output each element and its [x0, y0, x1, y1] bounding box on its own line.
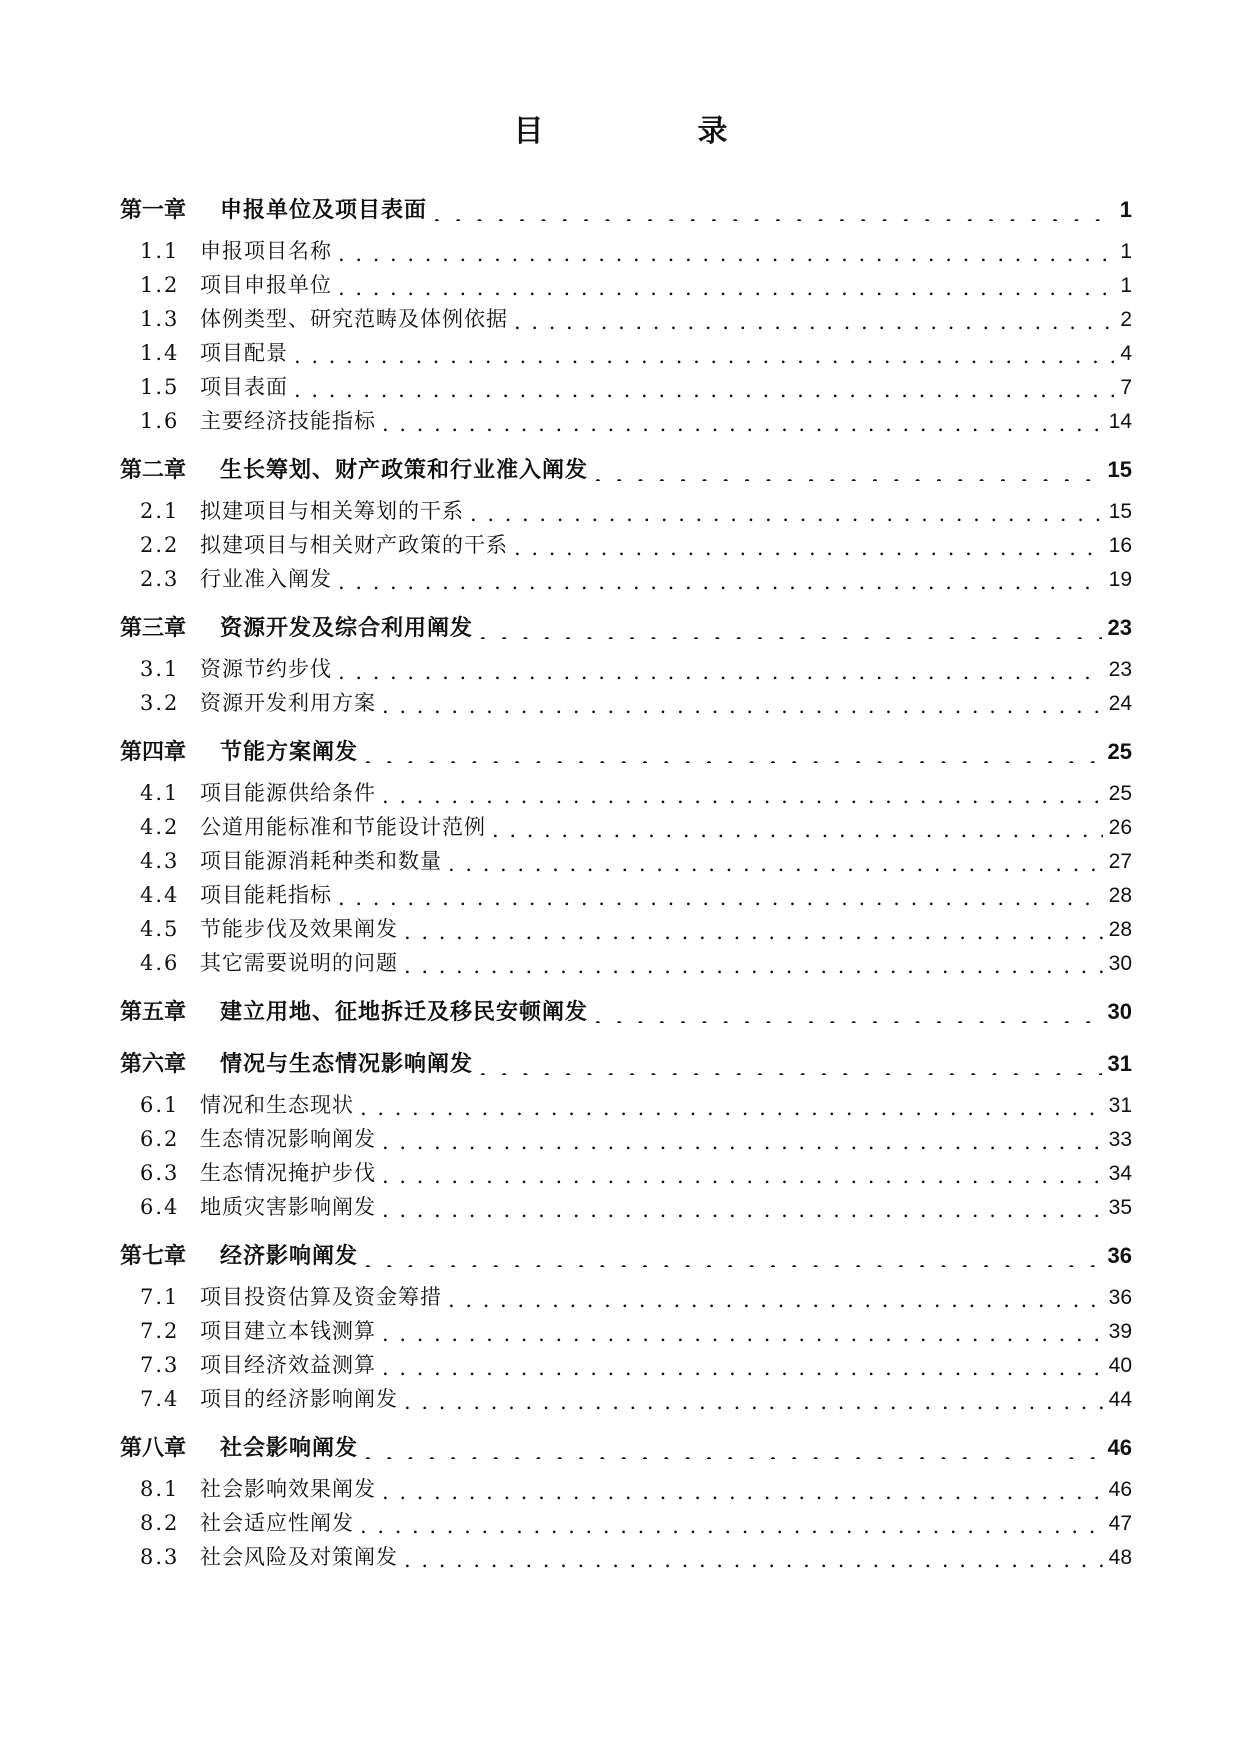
- dot-leader: [382, 411, 1103, 432]
- toc-section-entry[interactable]: [120, 810, 1132, 844]
- section-page-number: 34: [1108, 1162, 1132, 1185]
- dot-leader: [492, 817, 1103, 838]
- chapter-title: 经济影响阐发: [220, 1243, 359, 1269]
- section-title: 项目的经济影响阐发: [200, 1387, 398, 1411]
- dot-leader: [404, 919, 1103, 940]
- chapter-page-number: 23: [1107, 615, 1132, 640]
- section-title: 项目申报单位: [200, 273, 332, 297]
- dot-leader: [364, 1245, 1102, 1267]
- section-number: 2.2: [140, 533, 180, 557]
- section-number: 4.2: [140, 815, 180, 839]
- section-title: 社会影响效果阐发: [200, 1477, 376, 1501]
- dot-leader: [404, 1547, 1103, 1568]
- toc-section-entry[interactable]: [120, 1348, 1132, 1382]
- chapter-number: 第四章: [120, 739, 187, 765]
- page-title: 目 录: [513, 114, 790, 149]
- section-page-number: 1: [1120, 274, 1132, 297]
- toc-section-entry[interactable]: [120, 1472, 1132, 1506]
- section-page-number: 14: [1108, 410, 1132, 433]
- section-number: 2.3: [140, 567, 180, 591]
- section-number: 3.1: [140, 657, 180, 681]
- section-number: 1.1: [140, 239, 180, 263]
- chapter-number: 第二章: [120, 457, 187, 483]
- chapter-number: 第三章: [120, 615, 187, 641]
- dot-leader: [404, 1389, 1103, 1410]
- table-of-contents: [120, 190, 1132, 1574]
- dot-leader: [338, 275, 1114, 296]
- toc-section-entry[interactable]: [120, 1156, 1132, 1190]
- section-title: 资源开发利用方案: [200, 691, 376, 715]
- dot-leader: [479, 1053, 1102, 1075]
- section-number: 4.6: [140, 951, 180, 975]
- section-number: 1.2: [140, 273, 180, 297]
- toc-section-entry[interactable]: [120, 912, 1132, 946]
- toc-section-entry[interactable]: [120, 370, 1132, 404]
- section-number: 7.1: [140, 1285, 180, 1309]
- chapter-page-number: 15: [1107, 457, 1132, 482]
- dot-leader: [404, 953, 1103, 974]
- section-title: 情况和生态现状: [200, 1093, 354, 1117]
- section-title: 其它需要说明的问题: [200, 951, 398, 975]
- section-number: 7.4: [140, 1387, 180, 1411]
- section-page-number: 44: [1108, 1388, 1132, 1411]
- section-number: 6.4: [140, 1195, 180, 1219]
- section-page-number: 35: [1108, 1196, 1132, 1219]
- chapter-title: 资源开发及综合利用阐发: [220, 615, 474, 641]
- section-page-number: 46: [1108, 1478, 1132, 1501]
- section-page-number: 19: [1108, 568, 1132, 591]
- section-title: 生态情况影响阐发: [200, 1127, 376, 1151]
- section-page-number: 26: [1108, 816, 1132, 839]
- section-title: 地质灾害影响阐发: [200, 1195, 376, 1219]
- toc-section-entry[interactable]: [120, 946, 1132, 980]
- dot-leader: [514, 535, 1103, 556]
- section-page-number: 1: [1120, 240, 1132, 263]
- toc-chapter-entry[interactable]: [120, 1044, 1132, 1084]
- chapter-title: 社会影响阐发: [220, 1435, 359, 1461]
- section-page-number: 4: [1120, 342, 1132, 365]
- chapter-title: 申报单位及项目表面: [220, 197, 428, 223]
- dot-leader: [382, 693, 1103, 714]
- chapter-number: 第七章: [120, 1243, 187, 1269]
- section-title: 项目能源消耗种类和数量: [200, 849, 442, 873]
- section-number: 6.3: [140, 1161, 180, 1185]
- dot-leader: [448, 1287, 1103, 1308]
- toc-chapter-entry[interactable]: [120, 1428, 1132, 1468]
- toc-section-entry[interactable]: [120, 404, 1132, 438]
- chapter-page-number: 46: [1107, 1435, 1132, 1460]
- toc-section-entry[interactable]: [120, 1314, 1132, 1348]
- dot-leader: [382, 1197, 1103, 1218]
- section-number: 1.5: [140, 375, 180, 399]
- dot-leader: [433, 199, 1114, 221]
- section-title: 项目表面: [200, 375, 288, 399]
- section-title: 节能步伐及效果阐发: [200, 917, 398, 941]
- toc-chapter-entry[interactable]: [120, 608, 1132, 648]
- toc-section-entry[interactable]: [120, 1540, 1132, 1574]
- dot-leader: [338, 885, 1103, 906]
- section-number: 1.3: [140, 307, 180, 331]
- section-title: 体例类型、研究范畴及体例依据: [200, 307, 508, 331]
- chapter-page-number: 30: [1107, 999, 1132, 1024]
- section-title: 项目投资估算及资金筹措: [200, 1285, 442, 1309]
- section-title: 项目配景: [200, 341, 288, 365]
- section-number: 4.5: [140, 917, 180, 941]
- section-number: 8.2: [140, 1511, 180, 1535]
- section-number: 1.4: [140, 341, 180, 365]
- section-title: 拟建项目与相关财产政策的干系: [200, 533, 508, 557]
- toc-section-entry[interactable]: [120, 844, 1132, 878]
- dot-leader: [294, 343, 1114, 364]
- toc-chapter-entry[interactable]: [120, 732, 1132, 772]
- section-page-number: 7: [1120, 376, 1132, 399]
- toc-section-entry[interactable]: [120, 1382, 1132, 1416]
- section-page-number: 25: [1108, 782, 1132, 805]
- section-number: 3.2: [140, 691, 180, 715]
- toc-section-entry[interactable]: [120, 1088, 1132, 1122]
- dot-leader: [479, 617, 1102, 639]
- toc-section-entry[interactable]: [120, 1280, 1132, 1314]
- section-page-number: 27: [1108, 850, 1132, 873]
- section-number: 4.3: [140, 849, 180, 873]
- chapter-number: 第八章: [120, 1435, 187, 1461]
- section-number: 1.6: [140, 409, 180, 433]
- section-title: 项目能耗指标: [200, 883, 332, 907]
- toc-section-entry[interactable]: [120, 336, 1132, 370]
- toc-section-entry[interactable]: [120, 686, 1132, 720]
- toc-chapter-entry[interactable]: [120, 190, 1132, 230]
- toc-chapter-entry[interactable]: [120, 1236, 1132, 1276]
- toc-section-entry[interactable]: [120, 1506, 1132, 1540]
- section-page-number: 40: [1108, 1354, 1132, 1377]
- dot-leader: [382, 1163, 1103, 1184]
- section-page-number: 30: [1108, 952, 1132, 975]
- chapter-page-number: 31: [1107, 1051, 1132, 1076]
- section-title: 社会适应性阐发: [200, 1511, 354, 1535]
- chapter-title: 生长筹划、财产政策和行业准入阐发: [220, 457, 589, 483]
- dot-leader: [514, 309, 1114, 330]
- toc-section-entry[interactable]: [120, 494, 1132, 528]
- section-number: 7.2: [140, 1319, 180, 1343]
- dot-leader: [594, 1001, 1102, 1023]
- section-page-number: 24: [1108, 692, 1132, 715]
- chapter-title: 情况与生态情况影响阐发: [220, 1051, 474, 1077]
- section-number: 4.1: [140, 781, 180, 805]
- section-page-number: 47: [1108, 1512, 1132, 1535]
- section-title: 项目经济效益测算: [200, 1353, 376, 1377]
- section-page-number: 39: [1108, 1320, 1132, 1343]
- chapter-page-number: 25: [1107, 739, 1132, 764]
- toc-section-entry[interactable]: [120, 268, 1132, 302]
- section-title: 生态情况掩护步伐: [200, 1161, 376, 1185]
- dot-leader: [382, 1321, 1103, 1342]
- section-page-number: 28: [1108, 918, 1132, 941]
- toc-section-entry[interactable]: [120, 234, 1132, 268]
- dot-leader: [338, 241, 1114, 262]
- chapter-page-number: 1: [1119, 197, 1132, 222]
- dot-leader: [594, 459, 1102, 481]
- dot-leader: [364, 741, 1102, 763]
- section-page-number: 16: [1108, 534, 1132, 557]
- toc-section-entry[interactable]: [120, 562, 1132, 596]
- toc-section-entry[interactable]: [120, 1190, 1132, 1224]
- toc-section-entry[interactable]: [120, 878, 1132, 912]
- section-page-number: 28: [1108, 884, 1132, 907]
- toc-section-entry[interactable]: [120, 776, 1132, 810]
- toc-section-entry[interactable]: [120, 528, 1132, 562]
- section-page-number: 33: [1108, 1128, 1132, 1151]
- section-page-number: 15: [1108, 500, 1132, 523]
- toc-chapter-entry[interactable]: [120, 992, 1132, 1032]
- dot-leader: [382, 1355, 1103, 1376]
- section-title: 主要经济技能指标: [200, 409, 376, 433]
- toc-chapter-entry[interactable]: [120, 450, 1132, 490]
- dot-leader: [382, 783, 1103, 804]
- section-number: 6.1: [140, 1093, 180, 1117]
- dot-leader: [338, 659, 1103, 680]
- section-number: 6.2: [140, 1127, 180, 1151]
- section-title: 项目建立本钱测算: [200, 1319, 376, 1343]
- chapter-title: 建立用地、征地拆迁及移民安顿阐发: [220, 999, 589, 1025]
- section-title: 社会风险及对策阐发: [200, 1545, 398, 1569]
- chapter-number: 第六章: [120, 1051, 187, 1077]
- section-page-number: 31: [1108, 1094, 1132, 1117]
- toc-section-entry[interactable]: [120, 302, 1132, 336]
- dot-leader: [470, 501, 1103, 522]
- section-number: 7.3: [140, 1353, 180, 1377]
- section-title: 行业准入阐发: [200, 567, 332, 591]
- section-number: 8.3: [140, 1545, 180, 1569]
- section-number: 2.1: [140, 499, 180, 523]
- section-title: 项目能源供给条件: [200, 781, 376, 805]
- section-page-number: 36: [1108, 1286, 1132, 1309]
- dot-leader: [364, 1437, 1102, 1459]
- section-page-number: 48: [1108, 1546, 1132, 1569]
- section-number: 4.4: [140, 883, 180, 907]
- dot-leader: [360, 1095, 1103, 1116]
- dot-leader: [382, 1479, 1103, 1500]
- section-page-number: 2: [1120, 308, 1132, 331]
- toc-section-entry[interactable]: [120, 1122, 1132, 1156]
- dot-leader: [294, 377, 1114, 398]
- section-title: 申报项目名称: [200, 239, 332, 263]
- chapter-number: 第五章: [120, 999, 187, 1025]
- chapter-number: 第一章: [120, 197, 187, 223]
- dot-leader: [448, 851, 1103, 872]
- section-title: 公道用能标准和节能设计范例: [200, 815, 486, 839]
- section-page-number: 23: [1108, 658, 1132, 681]
- dot-leader: [360, 1513, 1103, 1534]
- section-title: 拟建项目与相关筹划的干系: [200, 499, 464, 523]
- dot-leader: [338, 569, 1103, 590]
- section-title: 资源节约步伐: [200, 657, 332, 681]
- chapter-page-number: 36: [1107, 1243, 1132, 1268]
- chapter-title: 节能方案阐发: [220, 739, 359, 765]
- dot-leader: [382, 1129, 1103, 1150]
- toc-section-entry[interactable]: [120, 652, 1132, 686]
- section-number: 8.1: [140, 1477, 180, 1501]
